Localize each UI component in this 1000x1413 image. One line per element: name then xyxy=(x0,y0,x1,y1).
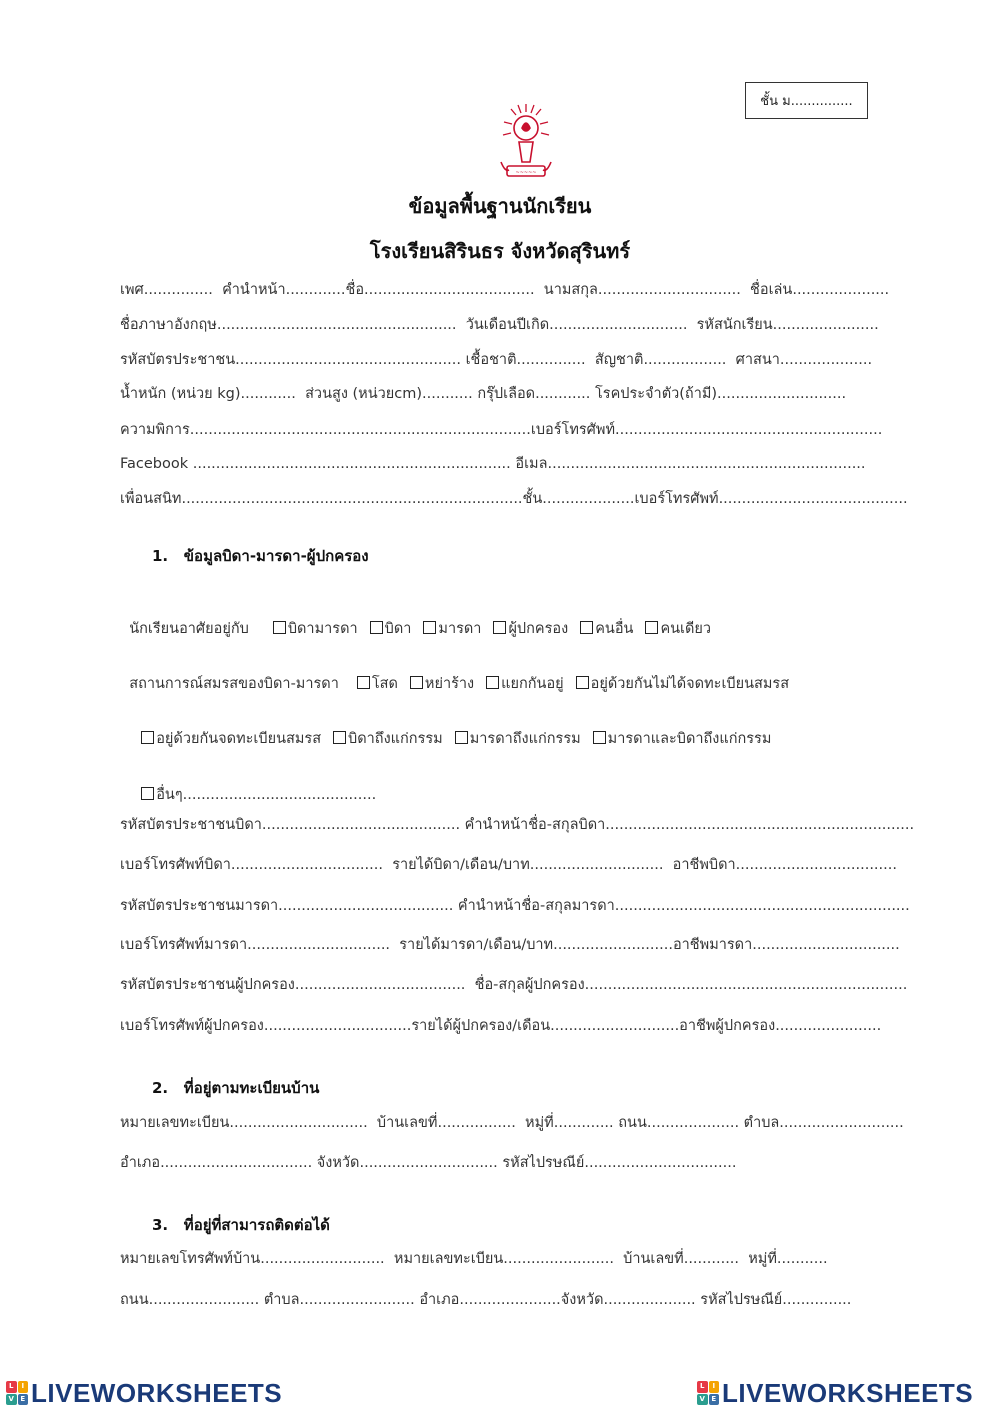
field-line-father-phone[interactable]: เบอร์โทรศัพท์บิดา................................. รายได้บิดา/เดือน/บาท............................. อาชีพบิดา................................... xyxy=(120,857,897,873)
field-line-district-province[interactable]: อำเภอ................................. จังหวัด.............................. รหัสไปรษณีย์................................. xyxy=(120,1155,737,1171)
marital-row-other xyxy=(132,765,376,805)
field-line-best-friend[interactable]: เพื่อนสนิท..........................................................................ชั้น....................เบอร์โทรศัพท์......................................... xyxy=(120,491,908,507)
field-line-mother-id[interactable]: รหัสบัตรประชาชนมารดา...................................... คำนำหน้าชื่อ-สกุลมารดา................................................................ xyxy=(120,898,910,914)
liveworksheets-logo-icon: L I V E xyxy=(697,1381,719,1405)
checkbox-single[interactable] xyxy=(357,676,370,689)
field-line-house-registration[interactable]: หมายเลขทะเบียน.............................. บ้านเลขที่................. หมู่ที่............. ถนน.................... ตำบล........................... xyxy=(120,1115,904,1131)
marital-row-2 xyxy=(132,709,771,749)
option-label: บิดาถึงแก่กรรม xyxy=(348,731,443,747)
checkbox-unregistered[interactable] xyxy=(576,676,589,689)
checkbox-mother-deceased[interactable] xyxy=(455,731,468,744)
checkbox-alone[interactable] xyxy=(645,621,658,634)
watermark-text: LIVEWORKSHEETS xyxy=(722,1377,974,1408)
liveworksheets-logo-icon: L I V E xyxy=(6,1381,28,1405)
field-line-english-name[interactable]: ชื่อภาษาอังกฤษ.................................................... วันเดือนปีเกิด.............................. รหัสนักเรียน....................... xyxy=(120,317,879,333)
checkbox-separated[interactable] xyxy=(486,676,499,689)
section-2-heading: 2. ที่อยู่ตามทะเบียนบ้าน xyxy=(152,1079,320,1097)
checkbox-father[interactable] xyxy=(370,621,383,634)
lives-with-label: นักเรียนอาศัยอยู่กับ xyxy=(129,621,249,637)
checkbox-guardian[interactable] xyxy=(493,621,506,634)
checkbox-divorced[interactable] xyxy=(410,676,423,689)
field-line-mother-phone[interactable]: เบอร์โทรศัพท์มารดา............................... รายได้มารดา/เดือน/บาท..........................อาชีพมารดา................................ xyxy=(120,937,900,953)
option-label[interactable]: อื่นๆ.......................................... xyxy=(156,787,377,803)
option-label: มารดาและบิดาถึงแก่กรรม xyxy=(607,731,772,747)
option-label: บิดา xyxy=(384,621,412,637)
checkbox-both-deceased[interactable] xyxy=(593,731,606,744)
section-1-heading: 1. ข้อมูลบิดา-มารดา-ผู้ปกครอง xyxy=(152,547,369,565)
option-label: คนเดียว xyxy=(660,621,712,637)
marital-row-1 xyxy=(120,654,789,694)
svg-text:~~~~~: ~~~~~ xyxy=(515,170,537,176)
grade-box[interactable]: ชั้น ม............... xyxy=(745,82,868,119)
watermark-left xyxy=(6,1378,282,1408)
option-label: อยู่ด้วยกันจดทะเบียนสมรส xyxy=(156,731,322,747)
section-3-heading: 3. ที่อยู่ที่สามารถติดต่อได้ xyxy=(152,1216,330,1234)
checkbox-other[interactable] xyxy=(141,787,154,800)
checkbox-mother[interactable] xyxy=(423,621,436,634)
option-label: แยกกันอยู่ xyxy=(501,676,564,692)
option-label: โสด xyxy=(371,676,398,692)
option-label: หย่าร้าง xyxy=(424,676,475,692)
school-emblem-icon xyxy=(497,100,555,182)
option-label: มารดา xyxy=(438,621,482,637)
watermark-right xyxy=(697,1378,973,1408)
school-name: โรงเรียนสิรินธร จังหวัดสุรินทร์ xyxy=(369,239,631,263)
checkbox-parents[interactable] xyxy=(273,621,286,634)
watermark-text: LIVEWORKSHEETS xyxy=(31,1377,283,1408)
field-line-father-id[interactable]: รหัสบัตรประชาชนบิดา........................................... คำนำหน้าชื่อ-สกุลบิดา................................................................... xyxy=(120,817,915,833)
field-line-contact-phone[interactable]: หมายเลขโทรศัพท์บ้าน........................... หมายเลขทะเบียน........................ บ้านเลขที่............ หมู่ที่........... xyxy=(120,1251,828,1267)
field-line-gender-name[interactable]: เพศ............... คำนำหน้า.............ชื่อ..................................... นามสกุล............................... ชื่อเล่น..................... xyxy=(120,282,890,298)
field-line-disability-phone[interactable]: ความพิการ..........................................................................เบอร์โทรศัพท์.......................................................... xyxy=(120,422,883,438)
option-label: ผู้ปกครอง xyxy=(508,621,569,637)
field-line-id-card[interactable]: รหัสบัตรประชาชน................................................. เชื้อชาติ............... สัญชาติ.................. ศาสนา.................... xyxy=(120,352,873,368)
field-line-contact-address[interactable]: ถนน........................ ตำบล......................... อำเภอ......................จังหวัด.................... รหัสไปรษณีย์............... xyxy=(120,1292,852,1308)
checkbox-father-deceased[interactable] xyxy=(333,731,346,744)
marital-label: สถานการณ์สมรสของบิดา-มารดา xyxy=(129,676,339,692)
option-label: มารดาถึงแก่กรรม xyxy=(469,731,581,747)
checkbox-others[interactable] xyxy=(580,621,593,634)
field-line-guardian-phone[interactable]: เบอร์โทรศัพท์ผู้ปกครอง................................รายได้ผู้ปกครอง/เดือน............................อาชีพผู้ปกครอง....................... xyxy=(120,1018,882,1034)
option-label: อยู่ด้วยกันไม่ได้จดทะเบียนสมรส xyxy=(590,676,790,692)
checkbox-registered[interactable] xyxy=(141,731,154,744)
option-label: บิดามารดา xyxy=(287,621,358,637)
field-line-guardian-id[interactable]: รหัสบัตรประชาชนผู้ปกครอง..................................... ชื่อ-สกุลผู้ปกครอง...................................................................... xyxy=(120,977,908,993)
page-title: ข้อมูลพื้นฐานนักเรียน xyxy=(408,194,592,218)
lives-with-row xyxy=(120,599,711,639)
field-line-weight-height[interactable]: น้ำหนัก (หน่วย kg)............ ส่วนสูง (หน่วยcm)........... กรุ๊ปเลือด............ โรคประจำตัว(ถ้ามี)............................ xyxy=(120,386,847,402)
field-line-facebook-email[interactable]: Facebook ..................................................................... อีเมล..................................................................... xyxy=(120,456,866,472)
option-label: คนอื่น xyxy=(595,621,634,637)
